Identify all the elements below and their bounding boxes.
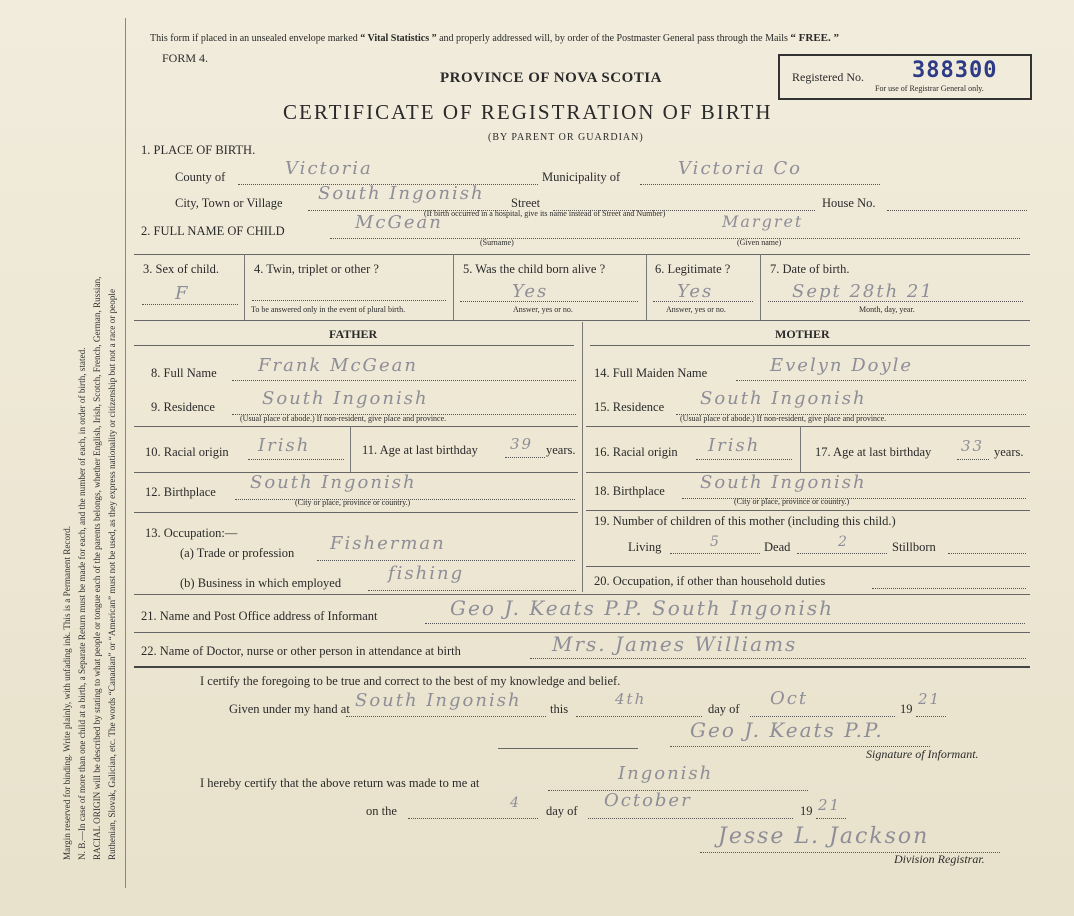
father-racial-label: 10. Racial origin: [145, 445, 229, 459]
mother-name-value: Evelyn Doyle: [770, 355, 914, 376]
registrar-month-value: October: [604, 790, 692, 811]
margin-note-3: RACIAL ORIGIN will be described by stating to what people or tongue each of the parents belongs, whether English, Irish, Scotch, French, German, Russian,: [92, 276, 102, 860]
father-years-label: years.: [546, 443, 576, 457]
mother-children-label: 19. Number of children of this mother (including this child.): [594, 514, 896, 528]
province-heading: PROVINCE OF NOVA SCOTIA: [440, 70, 662, 86]
given-under-label: Given under my hand at: [229, 702, 350, 716]
registrar-on-the-label: on the: [366, 804, 397, 818]
registrar-day-value: 4: [510, 795, 521, 811]
sex-label: 3. Sex of child.: [143, 262, 220, 276]
mother-residence-note: (Usual place of abode.) If non-resident, give place and province.: [680, 414, 887, 423]
given-day-of-label: day of: [708, 702, 740, 716]
alive-note: Answer, yes or no.: [513, 305, 573, 314]
father-birthplace-label: 12. Birthplace: [145, 485, 216, 499]
father-birthplace-note: (City or place, province or country.): [295, 498, 411, 507]
attendant-label: 22. Name of Doctor, nurse or other person in attendance at birth: [141, 644, 461, 658]
father-name-label: 8. Full Name: [151, 366, 217, 380]
notice-suffix: and properly addressed will, by order of the Postmaster General pass through the Mails: [439, 33, 788, 44]
registrar-use-note: For use of Registrar General only.: [875, 84, 984, 93]
child-surname: McGean: [355, 212, 443, 233]
margin-note-2: N. B.—In case of more than one child at a birth, a Separate Return must be made for each, and the number of each, in order of birth, stated.: [77, 347, 87, 860]
registered-box: [778, 54, 1032, 100]
registrar-signature-label: Division Registrar.: [894, 852, 985, 866]
twin-label: 4. Twin, triplet or other ?: [254, 262, 379, 276]
legitimate-value: Yes: [677, 281, 714, 302]
mother-racial-label: 16. Racial origin: [594, 445, 678, 459]
given-year-value: 21: [918, 690, 942, 708]
birth-date-note: Month, day, year.: [859, 305, 915, 314]
child-name-label: 2. FULL NAME OF CHILD: [141, 224, 285, 238]
dead-value: 2: [838, 534, 849, 550]
registrar-place-value: Ingonish: [618, 763, 714, 784]
father-business-value: fishing: [388, 563, 465, 584]
birth-date-label: 7. Date of birth.: [770, 262, 850, 276]
legitimate-note: Answer, yes or no.: [666, 305, 726, 314]
mother-residence-label: 15. Residence: [594, 400, 665, 414]
twin-note: To be answered only in the event of plural birth.: [251, 305, 406, 314]
margin-note-1: Margin reserved for binding. Write plainly, with unfading ink. This is a Permanent Record.: [62, 525, 72, 860]
notice-prefix: This form if placed in an unsealed envelope marked: [150, 33, 358, 44]
given-place-value: South Ingonish: [355, 690, 522, 711]
registrar-statement: I hereby certify that the above return was made to me at: [200, 776, 480, 790]
informant-label: 21. Name and Post Office address of Informant: [141, 609, 378, 623]
mother-birthplace-value: South Ingonish: [700, 472, 867, 493]
father-residence-value: South Ingonish: [262, 388, 429, 409]
house-label: House No.: [822, 196, 876, 210]
notice-free: “ FREE. ”: [790, 32, 839, 44]
father-age-value: 39: [510, 435, 534, 453]
father-trade-label: (a) Trade or profession: [180, 546, 295, 560]
city-value: South Ingonish: [318, 183, 485, 204]
informant-value: Geo J. Keats P.P. South Ingonish: [450, 596, 835, 620]
mother-age-label: 17. Age at last birthday: [815, 445, 932, 459]
registered-label: Registered No.: [792, 70, 864, 84]
father-trade-value: Fisherman: [330, 533, 446, 554]
county-label: County of: [175, 170, 226, 184]
registered-number: 388300: [912, 58, 998, 83]
registrar-year-prefix: 19: [800, 804, 813, 818]
child-given-name: Margret: [722, 212, 804, 231]
mother-name-label: 14. Full Maiden Name: [594, 366, 708, 380]
legitimate-label: 6. Legitimate ?: [655, 262, 731, 276]
sex-value: F: [175, 283, 190, 304]
county-value: Victoria: [285, 158, 373, 179]
informant-signature-label: Signature of Informant.: [866, 747, 979, 761]
registrar-year-value: 21: [818, 796, 842, 814]
place-section-label: 1. PLACE OF BIRTH.: [141, 143, 256, 157]
mother-birthplace-note: (City or place, province or country.): [734, 497, 850, 506]
form-number: FORM 4.: [162, 51, 209, 65]
certificate-title: CERTIFICATE OF REGISTRATION OF BIRTH: [283, 100, 773, 124]
notice-quoted: “ Vital Statistics ”: [360, 33, 437, 44]
mother-residence-value: South Ingonish: [700, 388, 867, 409]
margin-note-4: Ruthenian, Slovak, Galician, etc. The words “Canadian” or “American” must not be used, as they express nationality or citizenship but not a race or people: [107, 288, 117, 860]
registrar-signature: Jesse L. Jackson: [718, 824, 930, 849]
father-birthplace-value: South Ingonish: [250, 472, 417, 493]
certificate-subtitle: (BY PARENT OR GUARDIAN): [488, 132, 644, 143]
mother-years-label: years.: [994, 445, 1024, 459]
this-label: this: [550, 702, 569, 716]
alive-label: 5. Was the child born alive ?: [463, 262, 606, 276]
given-year-prefix: 19: [900, 702, 913, 716]
father-name-value: Frank McGean: [258, 355, 418, 376]
living-label: Living: [628, 540, 662, 554]
dead-label: Dead: [764, 540, 791, 554]
municipality-value: Victoria Co: [678, 158, 803, 179]
stillborn-label: Stillborn: [892, 540, 936, 554]
certify-statement: I certify the foregoing to be true and correct to the best of my knowledge and belief.: [200, 674, 621, 688]
mother-birthplace-label: 18. Birthplace: [594, 484, 665, 498]
mother-age-value: 33: [961, 437, 985, 455]
father-business-label: (b) Business in which employed: [180, 576, 342, 590]
alive-value: Yes: [512, 281, 549, 302]
municipality-label: Municipality of: [542, 170, 621, 184]
city-label: City, Town or Village: [175, 196, 283, 210]
father-occupation-label: 13. Occupation:—: [145, 526, 238, 540]
margin-border: [125, 18, 126, 888]
given-name-note: (Given name): [737, 238, 782, 247]
living-value: 5: [710, 534, 721, 550]
given-day-value: 4th: [615, 690, 647, 708]
father-racial-value: Irish: [258, 435, 311, 456]
registrar-day-of-label: day of: [546, 804, 578, 818]
hospital-note: (If birth occurred in a hospital, give its name instead of Street and Number): [424, 209, 666, 218]
postal-notice: [150, 32, 839, 44]
street-label: Street: [511, 196, 541, 210]
mother-heading: MOTHER: [775, 327, 830, 341]
mother-racial-value: Irish: [708, 435, 761, 456]
informant-signature: Geo J. Keats P.P.: [690, 718, 884, 742]
father-residence-label: 9. Residence: [151, 400, 215, 414]
father-residence-note: (Usual place of abode.) If non-resident, give place and province.: [240, 414, 447, 423]
father-age-label: 11. Age at last birthday: [362, 443, 478, 457]
attendant-value: Mrs. James Williams: [552, 632, 798, 656]
birth-date-value: Sept 28th 21: [792, 281, 934, 302]
mother-occupation-label: 20. Occupation, if other than household duties: [594, 574, 826, 588]
surname-note: (Surname): [480, 238, 514, 247]
father-heading: FATHER: [329, 327, 378, 341]
given-month-value: Oct: [770, 688, 809, 709]
